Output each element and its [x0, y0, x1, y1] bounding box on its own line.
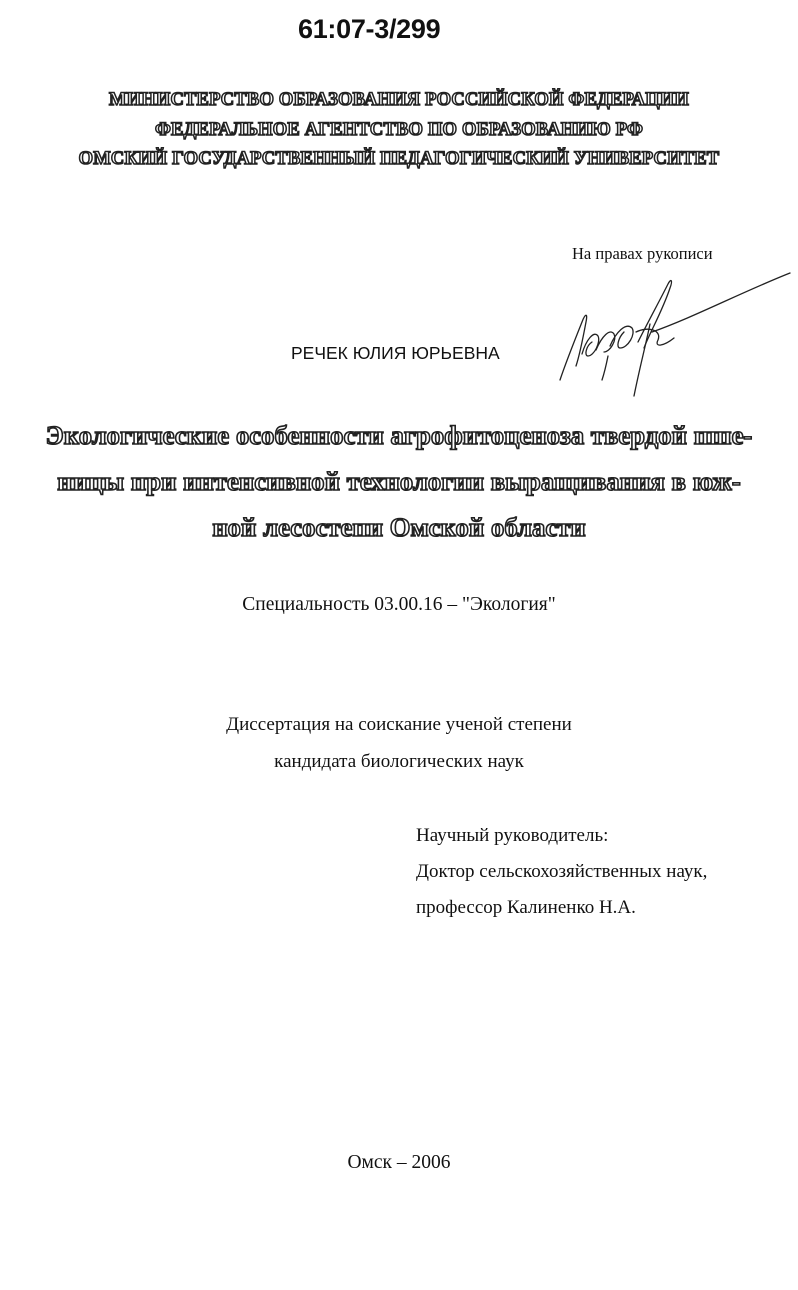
title-line: ной лесостепи Омской области	[212, 512, 586, 542]
signature-icon	[552, 270, 792, 402]
title-line: ницы при интенсивной технологии выращивания в юж-	[57, 466, 741, 496]
ministry-line: МИНИСТЕРСТВО ОБРАЗОВАНИЯ РОССИЙСКОЙ ФЕДЕРАЦИИ	[109, 90, 689, 110]
specialty-line: Специальность 03.00.16 – "Экология"	[242, 594, 556, 615]
dissertation-title	[0, 412, 798, 550]
institution-header	[0, 86, 798, 175]
degree-line: Диссертация на соискание ученой степени	[226, 714, 572, 735]
city-year: Омск – 2006	[347, 1152, 451, 1173]
title-line: Экологические особенности агрофитоценоза твердой пше-	[45, 420, 753, 450]
degree-line: кандидата биологических наук	[274, 751, 524, 772]
supervisor-block	[416, 818, 707, 926]
author-name: РЕЧЕК ЮЛИЯ ЮРЬЕВНА	[291, 343, 500, 363]
supervisor-name: профессор Калиненко Н.А.	[416, 897, 636, 918]
manuscript-note: На правах рукописи	[572, 244, 713, 263]
supervisor-label: Научный руководитель:	[416, 825, 609, 846]
catalog-number: 61:07-3/299	[298, 14, 441, 44]
degree-statement	[0, 706, 798, 780]
university-line: ОМСКИЙ ГОСУДАРСТВЕННЫЙ ПЕДАГОГИЧЕСКИЙ УНИВЕРСИТЕТ	[78, 149, 720, 169]
supervisor-degree: Доктор сельскохозяйственных наук,	[416, 861, 708, 882]
agency-line: ФЕДЕРАЛЬНОЕ АГЕНТСТВО ПО ОБРАЗОВАНИЮ РФ	[154, 119, 644, 140]
